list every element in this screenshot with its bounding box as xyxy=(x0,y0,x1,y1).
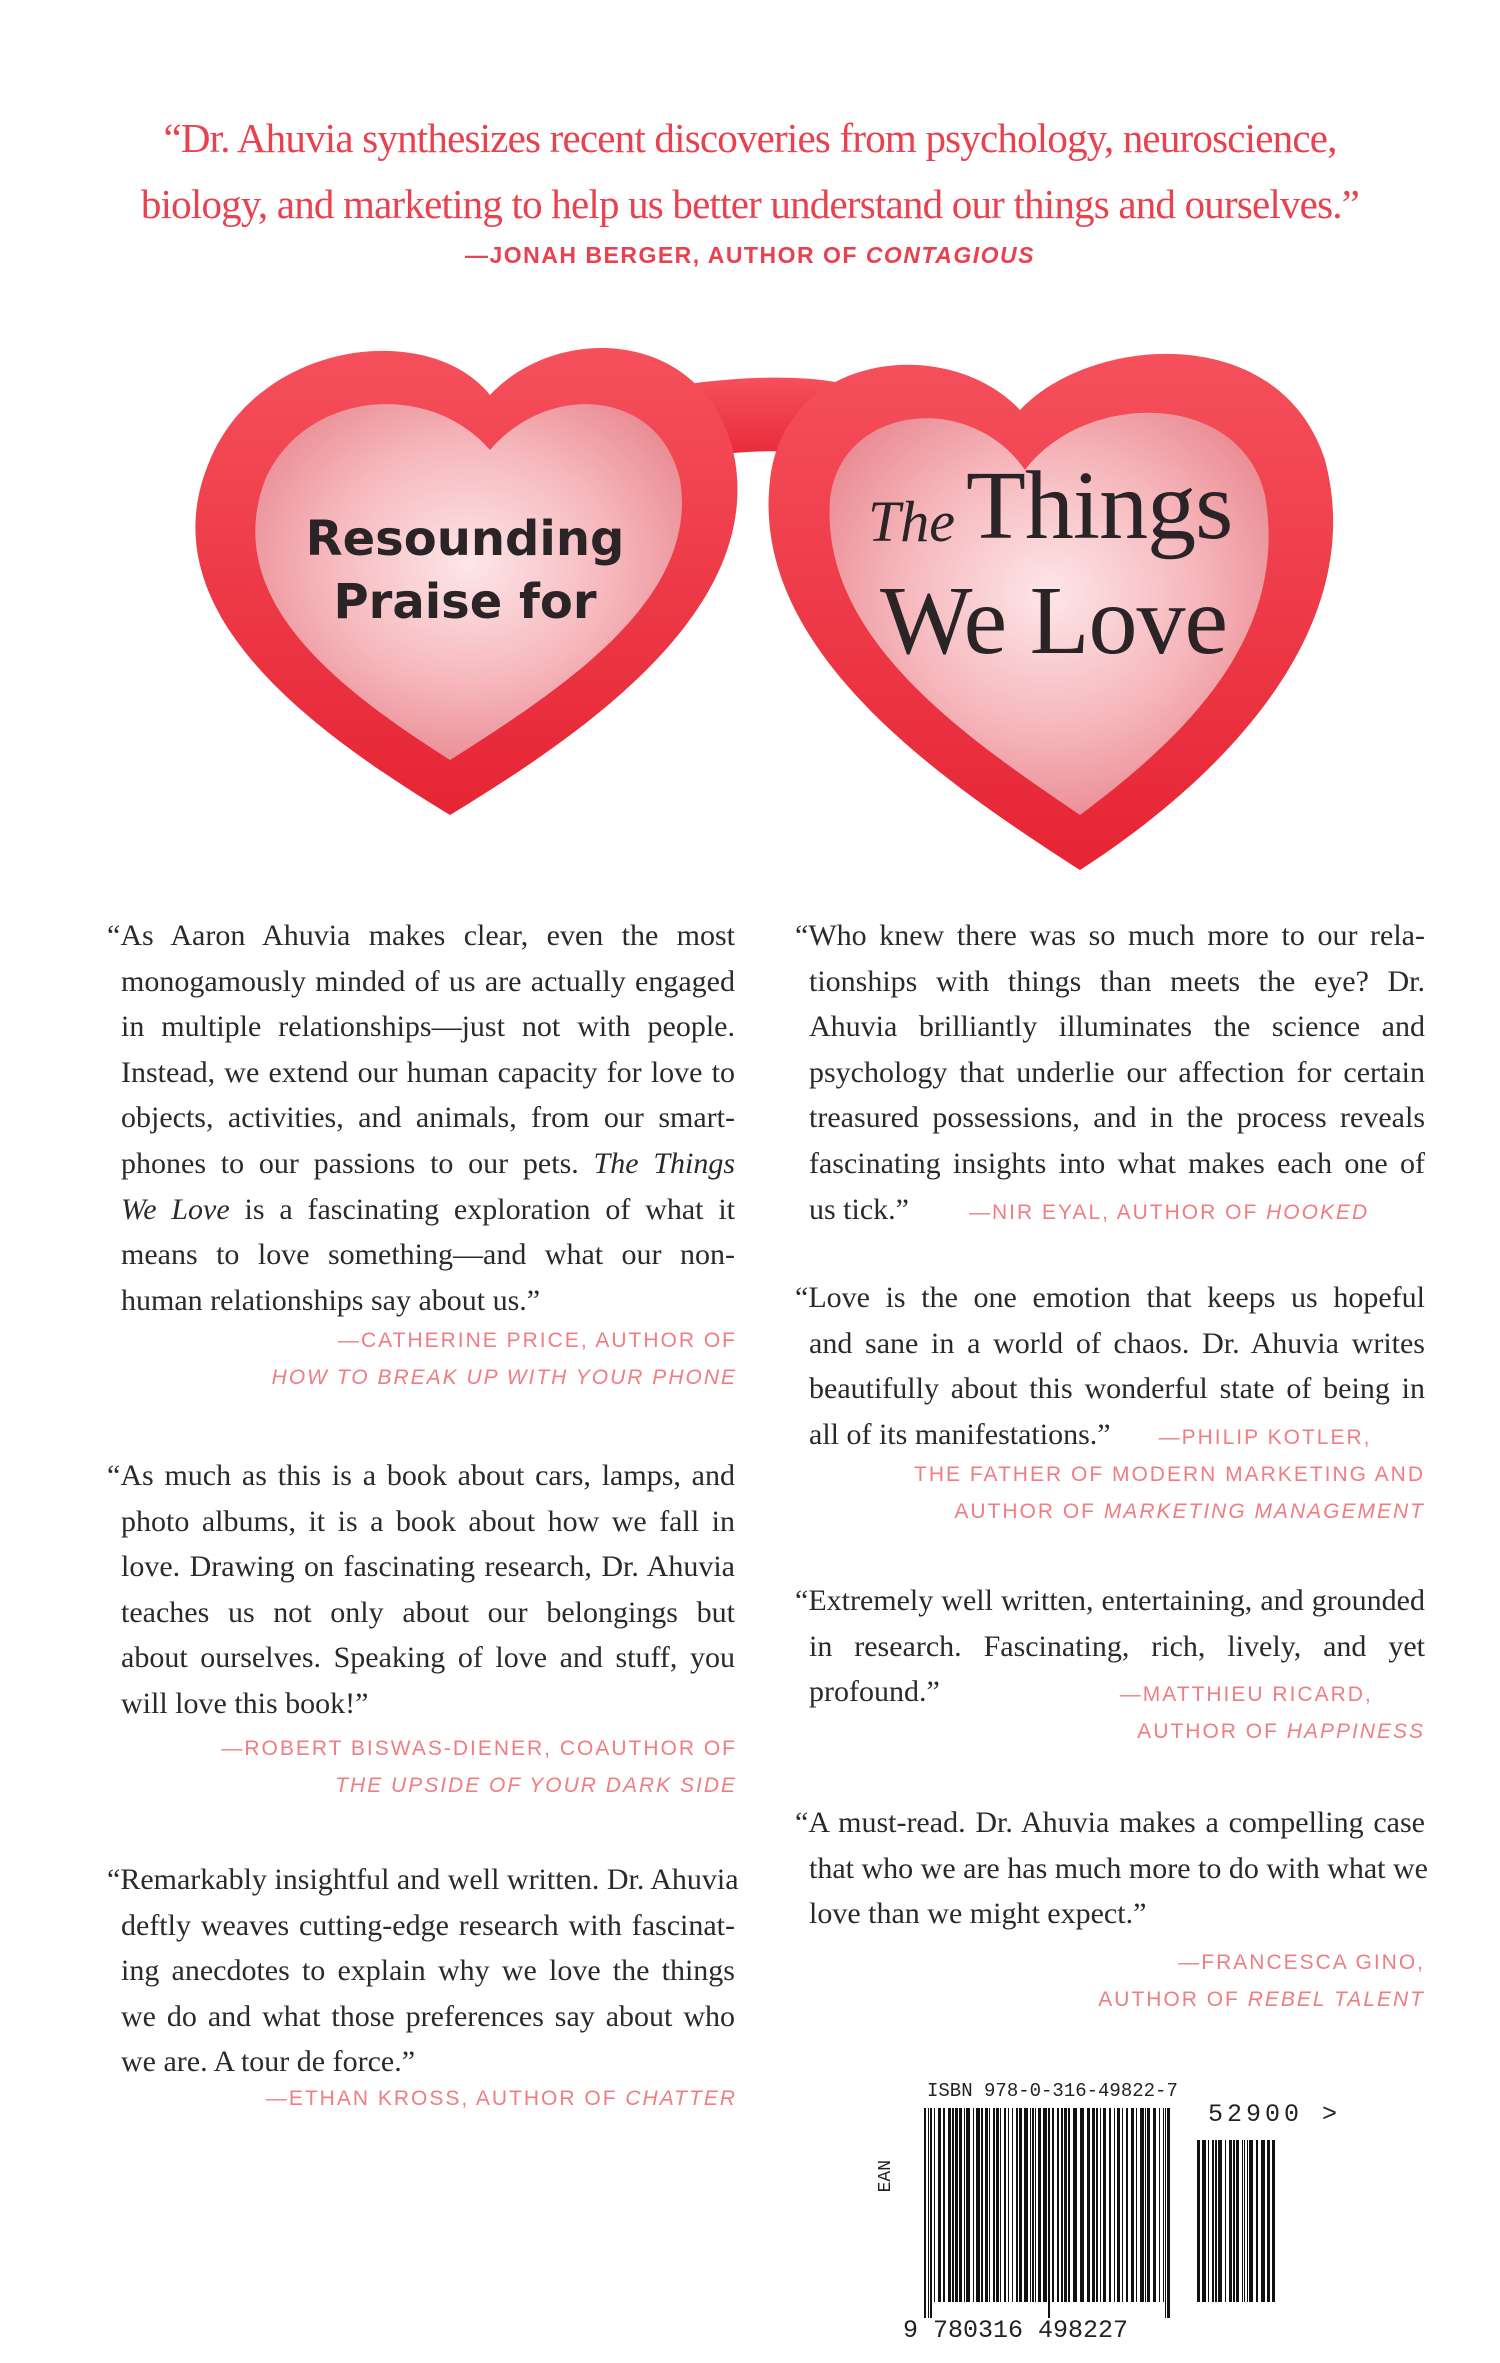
barcode-bar xyxy=(1272,2140,1275,2302)
barcode-bar xyxy=(934,2108,935,2302)
barcode-bar xyxy=(952,2108,954,2302)
barcode-bar xyxy=(1249,2140,1253,2302)
barcode-bar xyxy=(981,2108,983,2302)
blurb-line: fascinating insights into what makes each one of xyxy=(809,1146,1425,1180)
price-addon-barcode xyxy=(1197,2140,1277,2318)
ean-barcode xyxy=(924,2108,1174,2318)
blurb-line: in research. Fascinating, rich, lively, and yet xyxy=(809,1629,1425,1663)
barcode-bar xyxy=(1267,2140,1270,2302)
attribution-catherine-price-book xyxy=(272,1366,737,1390)
blurb-nir-eyal xyxy=(795,913,1425,1235)
top-quote-line-2: biology, and marketing to help us better understand our things and ourselves.” xyxy=(140,181,1360,227)
attribution-robert-biswas-diener-book xyxy=(335,1774,737,1798)
barcode-bar xyxy=(938,2108,941,2302)
attribution-book-title: THE UPSIDE OF YOUR DARK SIDE xyxy=(335,1774,737,1797)
barcode-bar xyxy=(1242,2140,1243,2302)
barcode-bar xyxy=(1012,2108,1013,2302)
barcode-bar xyxy=(1126,2108,1128,2302)
barcode-bar xyxy=(1247,2140,1248,2302)
barcode-bar xyxy=(1016,2108,1018,2302)
blurb-line: we are. A tour de force.” xyxy=(121,2045,416,2079)
barcode-bar xyxy=(1261,2140,1265,2302)
addon-digits xyxy=(1208,2100,1341,2129)
blurb-line: about ourselves. Speaking of love and stuff, you xyxy=(121,1641,735,1675)
barcode-bar xyxy=(930,2108,932,2318)
blurb-line: “A must-read. Dr. Ahuvia makes a compelling case xyxy=(795,1806,1425,1839)
barcode-bar xyxy=(1004,2108,1006,2302)
barcode-bar xyxy=(1064,2108,1067,2302)
top-attr-prefix: —JONAH BERGER, AUTHOR OF xyxy=(464,242,866,268)
blurb-line: “Remarkably insightful and well written. Dr. Ahuvia xyxy=(107,1863,739,1896)
barcode-bar xyxy=(1208,2140,1209,2302)
barcode-bar xyxy=(1229,2140,1232,2302)
barcode-bar xyxy=(1024,2108,1028,2302)
attribution-robert-biswas-diener: —ROBERT BISWAS-DIENER, COAUTHOR OF xyxy=(221,1737,737,1760)
blurb-line: teaches us not only about our belongings but xyxy=(121,1595,735,1629)
blurb-line: will love this book!” xyxy=(121,1686,369,1720)
attribution-francesca-gino-book xyxy=(1098,1988,1425,2012)
barcode-bar xyxy=(1136,2108,1137,2302)
barcode-bar xyxy=(1256,2140,1258,2302)
blurb-line: “Extremely well written, entertaining, and grounded xyxy=(795,1584,1425,1617)
blurb-line: objects, activities, and animals, from our smart- xyxy=(121,1101,735,1135)
barcode-bar xyxy=(1163,2108,1164,2302)
barcode-bar xyxy=(1236,2140,1239,2302)
barcode-bar xyxy=(1140,2108,1144,2302)
barcode-bar xyxy=(1100,2108,1101,2302)
attribution-catherine-price: —CATHERINE PRICE, AUTHOR OF xyxy=(338,1329,737,1352)
blurb-line: deftly weaves cutting-edge research with fascinat- xyxy=(121,1908,735,1942)
barcode-bar xyxy=(1165,2108,1166,2318)
book-title-italic: The Things xyxy=(593,1146,736,1180)
attribution-matthieu-ricard: —MATTHIEU RICARD, xyxy=(1119,1683,1373,1707)
barcode-bar xyxy=(1218,2140,1222,2302)
barcode-bar xyxy=(989,2108,990,2302)
barcode-bar xyxy=(1244,2140,1245,2302)
attribution-book-title: HAPPINESS xyxy=(1286,1720,1425,1743)
blurb-philip-kotler xyxy=(795,1275,1425,1460)
barcode-bar xyxy=(1225,2140,1226,2302)
title-the: The xyxy=(868,489,955,554)
barcode-bar xyxy=(1114,2108,1115,2302)
barcode-bar xyxy=(1109,2108,1111,2302)
blurb-line: means to love something—and what our non- xyxy=(121,1238,735,1272)
blurb-line: human relationships say about us.” xyxy=(121,1283,541,1317)
barcode-bar xyxy=(1019,2108,1022,2302)
attribution-book-title: HOW TO BREAK UP WITH YOUR PHONE xyxy=(271,1366,737,1389)
barcode-bar xyxy=(943,2108,945,2302)
left-lens-line-2: Praise for xyxy=(333,574,597,630)
ean-label: EAN xyxy=(876,2160,896,2193)
title-we-love: We Love xyxy=(880,567,1228,675)
barcode-bar xyxy=(1117,2108,1120,2302)
blurb-robert-biswas-diener xyxy=(107,1453,735,1727)
top-quote-attribution xyxy=(0,242,1500,269)
left-lens-line-1: Resounding xyxy=(305,511,625,567)
blurb-text: is a fascinating exploration of what it xyxy=(229,1192,736,1226)
blurb-line xyxy=(809,1669,1425,1718)
blurb-line: and sane in a world of chaos. Dr. Ahuvia writes xyxy=(809,1326,1425,1360)
barcode-bar xyxy=(973,2108,974,2302)
barcode-bar xyxy=(928,2108,929,2318)
barcode-bar xyxy=(1057,2108,1059,2302)
barcode-bar xyxy=(1153,2108,1156,2302)
barcode-bar xyxy=(1145,2108,1146,2302)
blurb-line xyxy=(121,1187,735,1233)
barcode-bar xyxy=(1131,2108,1134,2302)
barcode-bar xyxy=(1080,2108,1084,2302)
blurb-line: ing anecdotes to explain why we love the things xyxy=(121,1954,735,1988)
barcode-bar xyxy=(1103,2108,1106,2302)
attribution-philip-kotler-line2: THE FATHER OF MODERN MARKETING AND xyxy=(914,1463,1425,1486)
isbn-number: ISBN 978-0-316-49822-7 xyxy=(927,2080,1178,2102)
barcode-bar xyxy=(1087,2108,1090,2302)
barcode-bar xyxy=(948,2108,951,2302)
barcode-bar xyxy=(1052,2108,1054,2302)
attribution-book-title: CHATTER xyxy=(625,2087,737,2110)
blurb-line: psychology that underlie our affection for certain xyxy=(809,1055,1425,1089)
attribution-ethan-kross xyxy=(266,2087,737,2111)
blurb-line: “Love is the one emotion that keeps us hopeful xyxy=(795,1281,1425,1314)
addon-arrow: > xyxy=(1322,2100,1342,2129)
blurb-matthieu-ricard xyxy=(795,1578,1425,1718)
barcode-bar xyxy=(1212,2140,1214,2302)
blurb-ethan-kross xyxy=(107,1857,739,2085)
blurb-line xyxy=(809,1412,1425,1461)
blurb-line: “Who knew there was so much more to our rela- xyxy=(795,919,1425,952)
blurb-line: tionships with things than meets the eye? Dr. xyxy=(809,964,1425,998)
blurb-line: in multiple relationships—just not with people. xyxy=(121,1010,735,1044)
attribution-prefix: AUTHOR OF xyxy=(1137,1720,1287,1743)
blurb-line: beautifully about this wonderful state of being in xyxy=(809,1372,1425,1406)
blurb-line: “As much as this is a book about cars, lamps, and xyxy=(107,1459,735,1492)
top-quote-line-1: “Dr. Ahuvia synthesizes recent discoveries from psychology, neuroscience, xyxy=(163,115,1337,161)
attribution-nir-eyal xyxy=(969,1201,1369,1224)
attribution-prefix: AUTHOR OF xyxy=(1098,1988,1248,2011)
barcode-bar xyxy=(1147,2108,1150,2302)
barcode-bar xyxy=(959,2108,962,2302)
blurb-text: profound.” xyxy=(809,1675,940,1709)
barcode-bar xyxy=(1008,2108,1009,2302)
attribution-philip-kotler-line3 xyxy=(954,1500,1425,1524)
barcode-bar xyxy=(924,2108,926,2318)
barcode-bar xyxy=(1061,2108,1063,2302)
attribution-francesca-gino: —FRANCESCA GINO, xyxy=(1178,1951,1425,1974)
blurb-line xyxy=(809,1187,1425,1236)
blurb-catherine-price xyxy=(107,913,735,1323)
barcode-bar xyxy=(985,2108,988,2302)
barcode-bar xyxy=(1233,2140,1235,2302)
barcode-bar xyxy=(1068,2108,1070,2302)
blurb-line: photo albums, it is a book about how we fall in xyxy=(121,1504,735,1538)
barcode-bar xyxy=(1122,2108,1123,2302)
title-things: Things xyxy=(966,452,1233,560)
addon-price-code: 52900 xyxy=(1208,2100,1304,2129)
barcode-bar xyxy=(1032,2108,1034,2302)
barcode-bar xyxy=(1167,2108,1170,2318)
barcode-bar xyxy=(1202,2140,1206,2302)
blurb-line: that who we are has much more to do with what we xyxy=(809,1851,1428,1885)
attribution-prefix: AUTHOR OF xyxy=(954,1500,1104,1523)
barcode-bar xyxy=(964,2108,965,2302)
barcode-bar xyxy=(1038,2108,1041,2302)
top-quote xyxy=(90,105,1410,237)
blurb-line: love than we might expect.” xyxy=(809,1897,1147,1931)
barcode-bar xyxy=(1096,2108,1098,2302)
attribution-name: —ETHAN KROSS, AUTHOR OF xyxy=(265,2087,626,2110)
barcode-bar xyxy=(996,2108,999,2302)
book-title-italic: We Love xyxy=(121,1192,230,1226)
barcode-bar xyxy=(1159,2108,1160,2302)
blurb-line: we do and what those preferences say about who xyxy=(121,1999,735,2033)
barcode-digits: 9 780316 498227 xyxy=(903,2316,1129,2345)
blurb-line: love. Drawing on fascinating research, Dr. Ahuvia xyxy=(121,1550,735,1584)
blurb-text: us tick.” xyxy=(809,1192,909,1226)
attribution-book-title: REBEL TALENT xyxy=(1247,1988,1425,2011)
barcode-bar xyxy=(1048,2108,1050,2318)
blurb-text: all of its manifestations.” xyxy=(809,1417,1111,1451)
barcode-bar xyxy=(1030,2108,1031,2302)
blurb-line: treasured possessions, and in the process reveals xyxy=(809,1101,1425,1135)
barcode-bar xyxy=(1197,2140,1200,2302)
blurb-line: monogamously minded of us are actually engaged xyxy=(121,964,735,998)
barcode-bar xyxy=(1073,2108,1077,2302)
top-attr-title: CONTAGIOUS xyxy=(865,242,1035,268)
attribution-name: —NIR EYAL, AUTHOR OF xyxy=(968,1200,1267,1224)
barcode-bar xyxy=(1215,2140,1217,2302)
barcode-bar xyxy=(955,2108,958,2302)
attribution-matthieu-ricard-line2 xyxy=(1137,1720,1425,1744)
barcode-bar xyxy=(976,2108,980,2302)
barcode-bar xyxy=(966,2108,970,2302)
barcode-bar xyxy=(1000,2108,1001,2302)
blurb-line xyxy=(121,1141,735,1187)
attribution-book-title: HOOKED xyxy=(1266,1200,1370,1224)
barcode-bar xyxy=(1035,2108,1036,2302)
barcode-bar xyxy=(1043,2108,1047,2302)
left-lens-text xyxy=(300,508,630,634)
blurb-line: “As Aaron Ahuvia makes clear, even the most xyxy=(107,919,735,952)
blurb-line: Instead, we extend our human capacity for love to xyxy=(121,1055,735,1089)
blurb-line: Ahuvia brilliantly illuminates the science and xyxy=(809,1010,1425,1044)
attribution-book-title: MARKETING MANAGEMENT xyxy=(1103,1500,1425,1523)
blurb-francesca-gino xyxy=(795,1800,1428,1937)
barcode-bar xyxy=(993,2108,995,2302)
attribution-philip-kotler: —PHILIP KOTLER, xyxy=(1158,1425,1372,1449)
blurb-text: phones to our passions to our pets. xyxy=(121,1146,579,1180)
barcode-bar xyxy=(1092,2108,1095,2302)
